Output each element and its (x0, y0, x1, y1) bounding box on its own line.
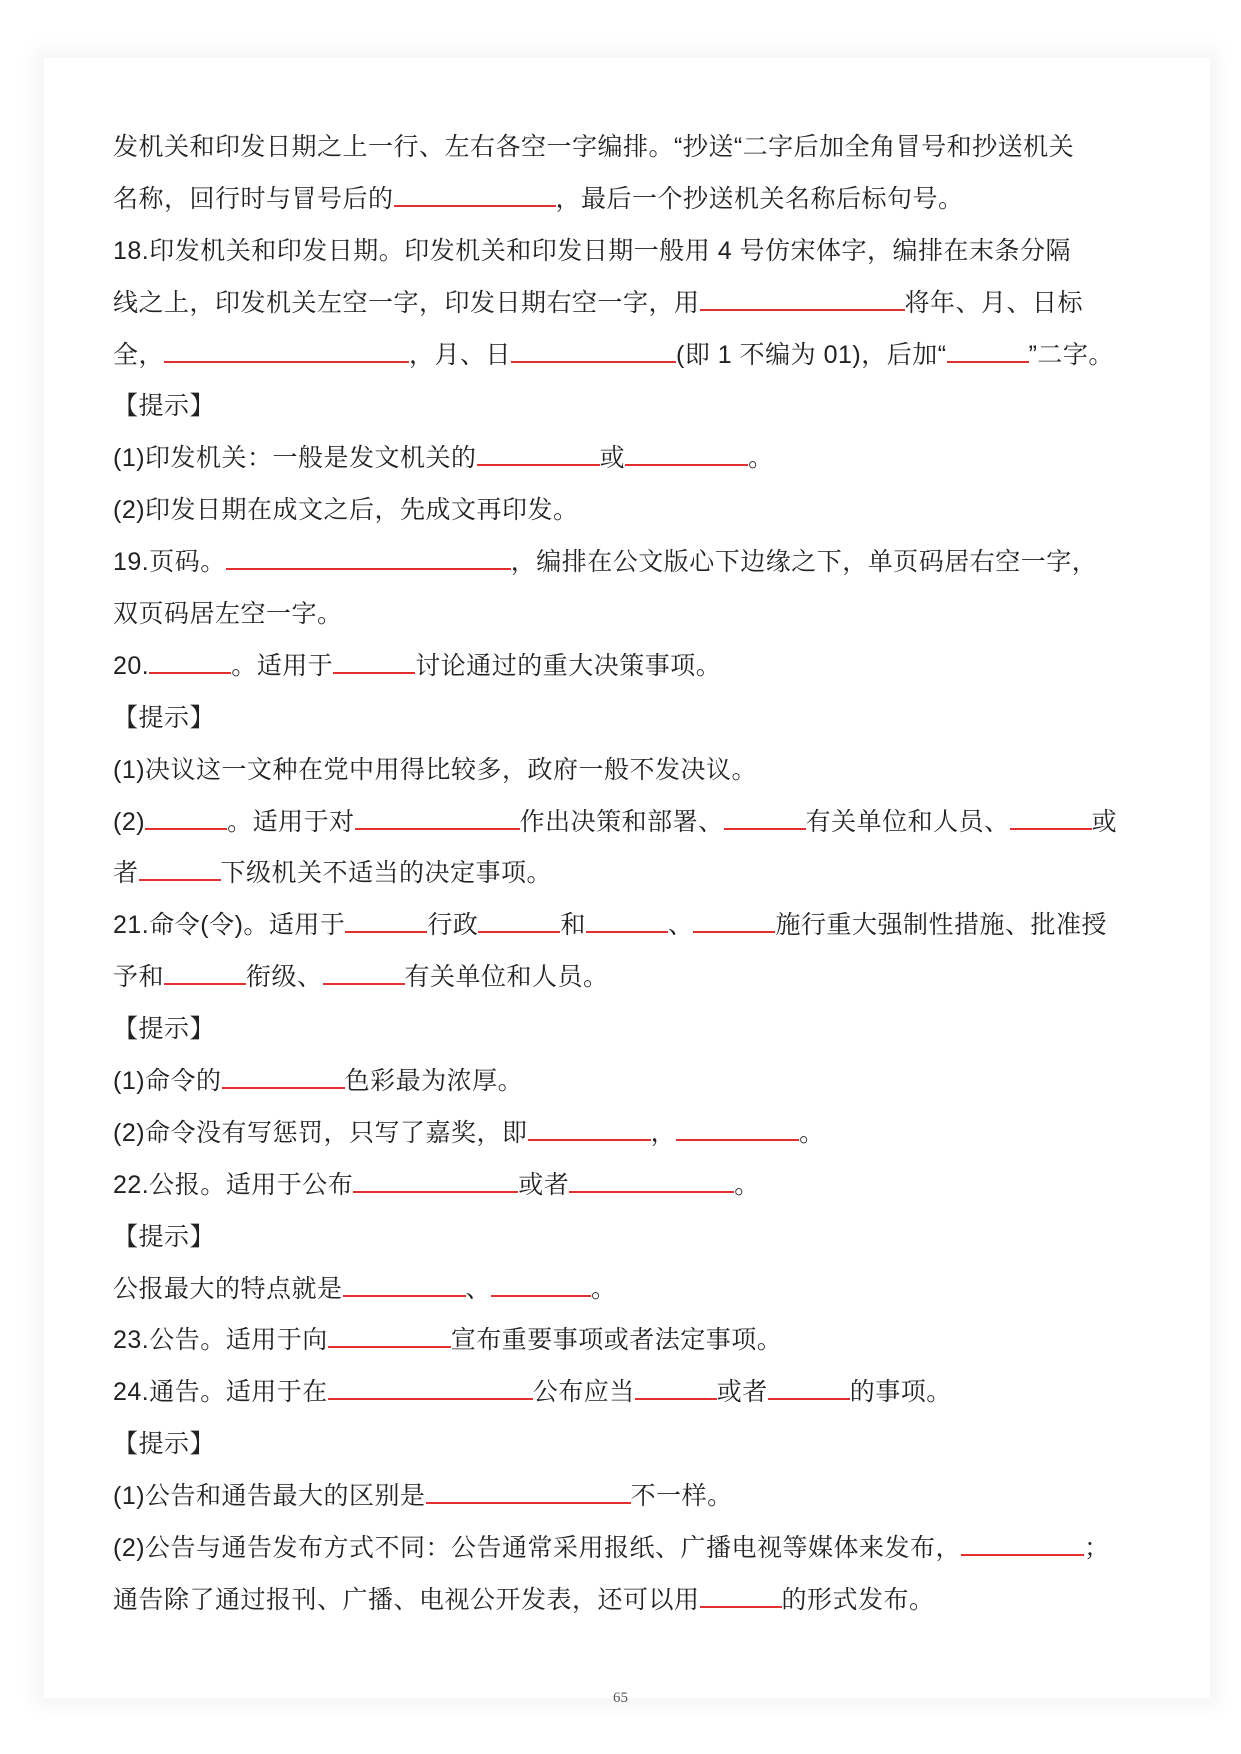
text-segment: 【提示】 (113, 1222, 216, 1251)
text-segment: 将年、月、日标 (904, 288, 1084, 317)
text-segment: (2) (113, 807, 146, 836)
hint-heading (113, 695, 1143, 747)
text-line (113, 1525, 1143, 1577)
text-line (113, 1369, 1143, 1421)
text-segment: 的事项。 (849, 1378, 952, 1407)
text-line (113, 539, 1143, 591)
text-segment: 、 (667, 911, 694, 940)
fill-in-blank (426, 1478, 631, 1504)
text-line (113, 643, 1143, 695)
fill-in-blank (145, 804, 227, 830)
fill-in-blank (477, 440, 600, 466)
fill-in-blank (625, 440, 748, 466)
fill-in-blank (700, 285, 905, 311)
text-segment: 施行重大强制性措施、批准授 (775, 911, 1107, 940)
fill-in-blank (164, 959, 246, 985)
text-segment: (2)命令没有写惩罚，只写了嘉奖，即 (113, 1118, 528, 1147)
fill-in-blank (394, 181, 556, 207)
text-segment: 下级机关不适当的决定事项。 (220, 859, 553, 888)
fill-in-blank (333, 648, 415, 674)
text-segment: 全， (113, 340, 165, 369)
text-segment: ，编排在公文版心下边缘之下，单页码居右空一字， (510, 548, 1098, 577)
fill-in-blank (586, 907, 668, 933)
text-segment: 21.命令(令)。适用于 (113, 911, 346, 940)
fill-in-blank (1010, 804, 1092, 830)
text-line (113, 280, 1143, 332)
text-line (113, 1577, 1143, 1629)
text-line (113, 1058, 1143, 1110)
text-segment: 23.公告。适用于向 (113, 1326, 328, 1355)
fill-in-blank (149, 648, 231, 674)
text-segment: (2)公告与通告发布方式不同：公告通常采用报纸、广播电视等媒体来发布， (113, 1534, 962, 1563)
fill-in-blank (491, 1271, 591, 1297)
text-segment: (1)决议这一文种在党中用得比较多，政府一般不发决议。 (113, 755, 758, 784)
fill-in-blank (328, 1374, 533, 1400)
text-line (113, 954, 1143, 1006)
text-segment: 、 (465, 1274, 492, 1303)
text-segment: 或者 (518, 1170, 570, 1199)
text-segment: ，最后一个抄送机关名称后标句号。 (555, 184, 964, 213)
fill-in-blank (511, 337, 676, 363)
text-segment: (即 1 不编为 01)，后加“ (676, 340, 947, 369)
text-line (113, 850, 1143, 902)
fill-in-blank (635, 1374, 717, 1400)
fill-in-blank (961, 1530, 1084, 1556)
fill-in-blank (355, 804, 520, 830)
fill-in-blank (328, 1322, 451, 1348)
text-segment: ，月、日 (409, 340, 512, 369)
text-segment: (1)印发机关：一般是发文机关的 (113, 444, 477, 473)
text-segment: (2)印发日期在成文之后，先成文再印发。 (113, 496, 579, 525)
text-segment: 24.通告。适用于在 (113, 1378, 328, 1407)
text-segment: 22.公报。适用于公布 (113, 1170, 354, 1199)
text-segment: 。 (734, 1170, 760, 1199)
page-number: 65 (613, 1690, 628, 1706)
text-segment: 或者 (716, 1378, 768, 1407)
fill-in-blank (947, 337, 1029, 363)
text-segment: 色彩最为浓厚。 (344, 1067, 524, 1096)
text-segment: 讨论通过的重大决策事项。 (415, 651, 722, 680)
hint-heading (113, 1214, 1143, 1266)
text-line (113, 332, 1143, 384)
text-segment: 的形式发布。 (781, 1585, 935, 1614)
text-line (113, 124, 1143, 176)
document-body (113, 124, 1143, 1629)
fill-in-blank (164, 337, 409, 363)
text-segment: 。 (748, 444, 774, 473)
text-line (113, 1162, 1143, 1214)
text-segment: 双页码居左空一字。 (113, 600, 343, 629)
fill-in-blank (323, 959, 405, 985)
text-line (113, 1266, 1143, 1318)
text-line (113, 487, 1143, 539)
text-line (113, 591, 1143, 643)
text-segment: 和 (560, 911, 586, 940)
fill-in-blank (569, 1167, 734, 1193)
text-line (113, 799, 1143, 851)
text-segment: 公布应当 (532, 1378, 635, 1407)
hint-heading (113, 383, 1143, 435)
text-line (113, 1110, 1143, 1162)
text-segment: 者 (113, 859, 139, 888)
text-segment: 作出决策和部署、 (519, 807, 724, 836)
text-segment: 。 (591, 1274, 617, 1303)
text-segment: 不一样。 (630, 1482, 733, 1511)
text-segment: 18.印发机关和印发日期。印发机关和印发日期一般用 4 号仿宋体字，编排在末条分隔 (113, 236, 1072, 265)
text-segment: 或 (599, 444, 626, 473)
text-line (113, 747, 1143, 799)
text-segment: 。适用于 (231, 651, 334, 680)
hint-heading (113, 1421, 1143, 1473)
text-line (113, 435, 1143, 487)
text-segment: 19.页码。 (113, 548, 226, 577)
text-segment: 【提示】 (113, 392, 216, 421)
text-line (113, 228, 1143, 280)
text-segment: ”二字。 (1028, 340, 1114, 369)
fill-in-blank (700, 1582, 782, 1608)
text-segment: 。 (799, 1118, 825, 1147)
text-segment: 【提示】 (113, 1430, 216, 1459)
fill-in-blank (139, 855, 221, 881)
text-segment: 或 (1091, 807, 1118, 836)
fill-in-blank (528, 1115, 651, 1141)
text-segment: 行政 (427, 911, 479, 940)
fill-in-blank (676, 1115, 799, 1141)
fill-in-blank (222, 1063, 345, 1089)
text-segment: ， (650, 1118, 677, 1147)
text-segment: 20. (113, 651, 150, 680)
text-segment: (1)公告和通告最大的区别是 (113, 1482, 426, 1511)
text-segment: 衔级、 (246, 963, 323, 992)
text-segment: 公报最大的特点就是 (113, 1274, 343, 1303)
text-segment: 【提示】 (113, 1015, 216, 1044)
text-segment: 予和 (113, 963, 165, 992)
text-segment: ； (1084, 1534, 1110, 1563)
text-line (113, 1473, 1143, 1525)
text-segment: 发机关和印发日期之上一行、左右各空一字编排。“抄送“二字后加全角冒号和抄送机关 (113, 133, 1075, 161)
text-line (113, 1317, 1143, 1369)
hint-heading (113, 1006, 1143, 1058)
fill-in-blank (768, 1374, 850, 1400)
text-segment: 线之上，印发机关左空一字，印发日期右空一字，用 (113, 288, 700, 317)
text-segment: 有关单位和人员。 (404, 963, 609, 992)
text-segment: 。适用于对 (227, 807, 355, 836)
fill-in-blank (353, 1167, 518, 1193)
fill-in-blank (343, 1271, 466, 1297)
text-segment: 有关单位和人员、 (805, 807, 1010, 836)
fill-in-blank (226, 544, 511, 570)
text-segment: 名称，回行时与冒号后的 (113, 184, 394, 213)
text-segment: 【提示】 (113, 703, 216, 732)
fill-in-blank (693, 907, 775, 933)
fill-in-blank (478, 907, 560, 933)
text-segment: (1)命令的 (113, 1067, 222, 1096)
text-segment: 通告除了通过报刊、广播、电视公开发表，还可以用 (113, 1585, 700, 1614)
text-line (113, 902, 1143, 954)
fill-in-blank (345, 907, 427, 933)
fill-in-blank (724, 804, 806, 830)
text-line (113, 176, 1143, 228)
text-segment: 宣布重要事项或者法定事项。 (450, 1326, 783, 1355)
